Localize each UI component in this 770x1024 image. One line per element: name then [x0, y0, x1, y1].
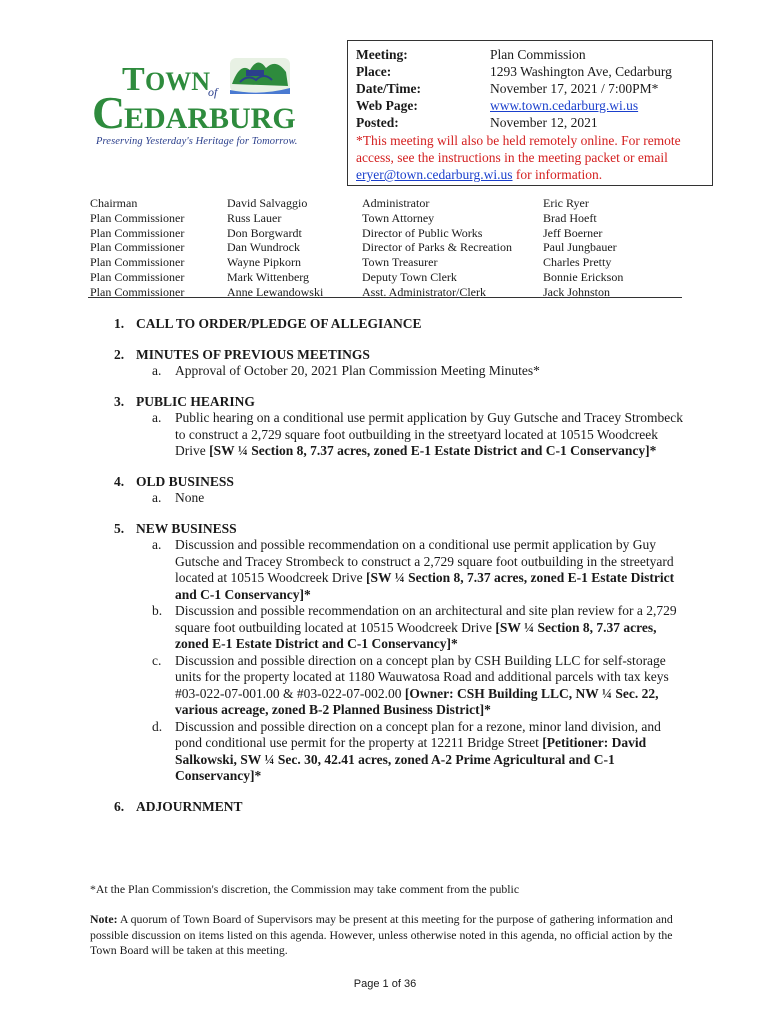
item-number: 4. [114, 473, 125, 489]
sub-text-plain: Discussion and possible recommendation on a conditional use permit application by Guy Gutsche and Tracey Strombeck to construct a 2,729 square foot outbuilding in the streetyard located at 10515 Woodcreek Drive [175, 537, 674, 585]
header-divider [88, 297, 682, 298]
sub-text [175, 653, 689, 719]
svg-text:C: C [92, 87, 126, 138]
item-number: 3. [114, 393, 125, 409]
item-title: NEW BUSINESS [136, 520, 237, 536]
roster-staff-name: Paul Jungbauer [543, 240, 617, 255]
sub-letter: d. [152, 718, 163, 734]
sub-letter: c. [152, 652, 162, 668]
posted-label: Posted: [356, 115, 399, 130]
datetime-row [356, 80, 706, 97]
roster-role: Plan Commissioner [90, 240, 185, 255]
place-row [356, 63, 706, 80]
item-number: 6. [114, 798, 125, 814]
datetime-value: November 17, 2021 / 7:00PM* [490, 81, 659, 96]
roster-staff-title: Deputy Town Clerk [362, 269, 457, 284]
roster-staff-name: Charles Pretty [543, 255, 612, 270]
note-text: A quorum of Town Board of Supervisors may be present at this meeting for the purpose of gathering information and possible discussion on items listed on this agenda. However, unless otherwise noted in this agenda, no official action by the Town Board will be taken at this meeting. [90, 912, 673, 957]
sub-item [152, 410, 689, 460]
roster-row [90, 270, 682, 285]
agenda [114, 316, 689, 815]
meeting-label: Meeting: [356, 47, 408, 62]
roster-member-name: Mark Wittenberg [227, 269, 310, 284]
page-number: Page 1 of 36 [353, 978, 417, 990]
roster-row [90, 226, 682, 241]
sub-text [175, 603, 689, 653]
sub-text [175, 410, 689, 460]
sub-item [152, 363, 689, 380]
webpage-label: Web Page: [356, 98, 418, 113]
sub-text-bold: [SW ¼ Section 8, 7.37 acres, zoned E-1 Estate District and C-1 Conservancy]* [175, 570, 675, 602]
agenda-item-public-hearing [114, 394, 689, 411]
sub-text-plain: Public hearing on a conditional use permit application by Guy Gutsche and Tracey Strombeck to construct a 2,729 square foot outbuilding in the streetyard located at 10515 Woodcreek Drive [175, 410, 684, 458]
logo-of: of [208, 85, 218, 99]
sub-item [152, 653, 689, 719]
sub-text-plain: Discussion and possible direction on a concept plan for a rezone, minor land division, and pond conditional use permit for the property at 12211 Bridge Street [175, 718, 661, 750]
sub-item [152, 603, 689, 653]
agenda-item-new-business [114, 521, 689, 538]
sub-item [152, 490, 689, 507]
roster-row [90, 255, 682, 270]
roster-member-name: Dan Wundrock [227, 240, 300, 255]
remote-notice-text: *This meeting will also be held remotely online. For remote access, see the instructions in the meeting packet or email [356, 133, 681, 165]
item-title: OLD BUSINESS [136, 473, 234, 489]
logo-line1-rest: OWN [145, 67, 210, 96]
logo-line2-rest: EDARBURG [124, 102, 296, 135]
roster-staff-name: Brad Hoeft [543, 210, 597, 225]
sub-item [152, 719, 689, 785]
roster-role: Plan Commissioner [90, 284, 185, 299]
item-number: 5. [114, 520, 125, 536]
roster-role: Plan Commissioner [90, 225, 185, 240]
posted-value: November 12, 2021 [490, 115, 598, 130]
sub-item [152, 537, 689, 603]
sub-letter: b. [152, 603, 163, 618]
roster-role: Plan Commissioner [90, 269, 185, 284]
sub-letter: a. [152, 490, 162, 505]
webpage-row [356, 97, 706, 114]
item-number: 2. [114, 346, 125, 362]
place-value: 1293 Washington Ave, Cedarburg [490, 64, 672, 79]
logo-tagline: Preserving Yesterday's Heritage for Tomorrow. [96, 136, 298, 147]
footnote: *At the Plan Commission's discretion, the Commission may take comment from the public [90, 882, 520, 896]
sub-text [175, 719, 689, 785]
item-title: ADJOURNMENT [136, 798, 243, 814]
roster-staff-name: Jeff Boerner [543, 225, 603, 240]
item-title: MINUTES OF PREVIOUS MEETINGS [136, 346, 370, 362]
item-title: CALL TO ORDER/PLEDGE OF ALLEGIANCE [136, 316, 422, 331]
roster-role: Plan Commissioner [90, 210, 185, 225]
roster-row [90, 211, 682, 226]
svg-text:T: T [122, 61, 145, 98]
sub-text-plain: Discussion and possible recommendation on an architectural and site plan review for a 2,729 square foot outbuilding located at 10515 Woodcreek Drive [175, 603, 677, 635]
remote-notice [356, 132, 706, 183]
roster-staff-title: Town Treasurer [362, 255, 438, 270]
roster-staff-name: Bonnie Erickson [543, 269, 624, 284]
sub-text-bold: [Petitioner: David Salkowski, SW ¼ Sec. 30, 42.41 acres, zoned A-2 Prime Agricultural and C-1 Conservancy]* [175, 735, 647, 783]
agenda-item-call-to-order [114, 316, 689, 333]
sub-letter: a. [152, 363, 162, 378]
roster-member-name: Don Borgwardt [227, 225, 302, 240]
roster-member-name: Russ Lauer [227, 210, 282, 225]
quorum-note [90, 912, 690, 959]
roster-role: Plan Commissioner [90, 255, 185, 270]
roster-row [90, 240, 682, 255]
roster-member-name: Wayne Pipkorn [227, 255, 302, 270]
place-label: Place: [356, 64, 392, 79]
sub-text-bold: [SW ¼ Section 8, 7.37 acres, zoned E-1 Estate District and C-1 Conservancy]* [209, 443, 657, 458]
item-number: 1. [114, 316, 125, 331]
meeting-row [356, 46, 706, 63]
posted-row [356, 114, 706, 131]
sub-text: None [175, 490, 205, 505]
roster-staff-title: Director of Parks & Recreation [362, 240, 512, 255]
agenda-item-adjournment [114, 799, 689, 816]
logo-scene-graphic [230, 58, 290, 94]
sub-text-bold: [Owner: CSH Building LLC, NW ¼ Sec. 22, various acreage, zoned B-2 Planned Business District]* [175, 685, 659, 717]
note-label: Note: [90, 912, 118, 926]
agenda-item-minutes [114, 347, 689, 364]
roster-staff-title: Town Attorney [362, 210, 435, 225]
roster-member-name: David Salvaggio [227, 196, 308, 210]
meeting-value: Plan Commission [490, 47, 586, 62]
agenda-item-old-business [114, 474, 689, 491]
roster-staff-title: Director of Public Works [362, 225, 483, 240]
sub-letter: a. [152, 410, 162, 425]
item-title: PUBLIC HEARING [136, 393, 255, 409]
roster-staff-name: Eric Ryer [543, 196, 589, 210]
roster-member-name: Anne Lewandowski [227, 284, 324, 299]
remote-notice-tail: for information. [512, 167, 603, 182]
sub-letter: a. [152, 537, 162, 552]
email-link[interactable]: eryer@town.cedarburg.wi.us [356, 167, 513, 182]
roster-staff-name: Jack Johnston [543, 284, 610, 299]
roster-table [90, 196, 682, 300]
webpage-link[interactable]: www.town.cedarburg.wi.us [490, 98, 639, 113]
roster-staff-title: Administrator [362, 196, 430, 210]
datetime-label: Date/Time: [356, 81, 421, 96]
sub-text: Approval of October 20, 2021 Plan Commission Meeting Minutes* [175, 363, 540, 378]
roster-staff-title: Asst. Administrator/Clerk [362, 284, 486, 299]
sub-text [175, 537, 689, 603]
roster-row [90, 196, 682, 211]
meeting-info-box [347, 40, 713, 186]
sub-text-plain: Discussion and possible direction on a concept plan by CSH Building LLC for self-storage units for the property located at 1180 Wauwatosa Road and additional parcels with tax keys #03-022-07-001.00 & #03-022-07-002.00 [175, 652, 669, 701]
sub-text-bold: [SW ¼ Section 8, 7.37 acres, zoned E-1 Estate District and C-1 Conservancy]* [175, 619, 657, 651]
roster-role: Chairman [90, 196, 138, 210]
